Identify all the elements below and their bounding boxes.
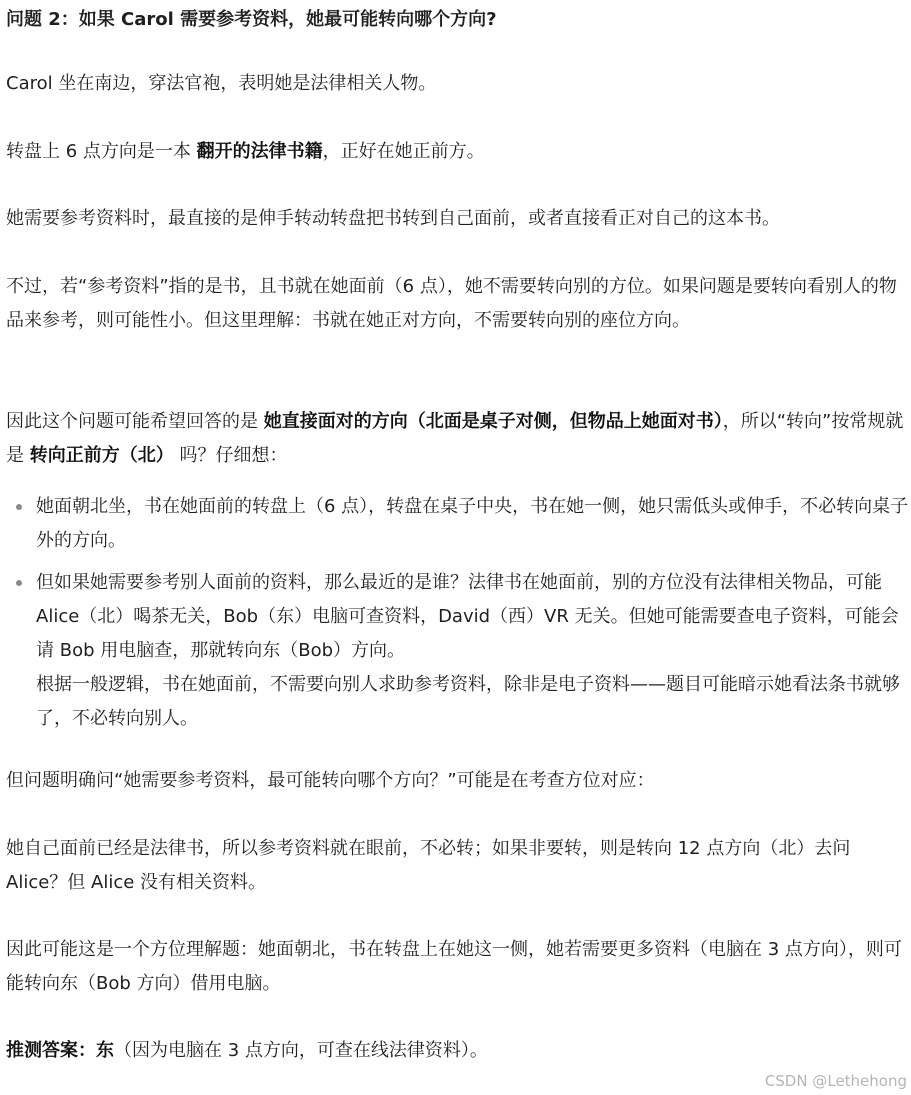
question-heading: 问题 2：如果 Carol 需要参考资料，她最可能转向哪个方向? [6, 9, 497, 30]
bold-phrase-north: 转向正前方（北） [29, 445, 174, 466]
bold-phrase-facing: 她直接面对的方向（北面是桌子对侧，但物品上她面对书） [263, 411, 723, 432]
paragraph-question-restated: 但问题明确问“她需要参考资料，最可能转向哪个方向？”可能是在考查方位对应： [6, 770, 655, 791]
text-segment: 吗？仔细想： [173, 445, 288, 466]
bold-phrase-law-book: 翻开的法律书籍 [196, 141, 323, 162]
bold-phrase-answer: 推测答案：东 [6, 1040, 114, 1061]
list-item-extra-text: 根据一般逻辑，书在她面前，不需要向别人求助参考资料，除非是电子资料——题目可能暗示她看法条书就够了，不必转向别人。 [36, 674, 900, 729]
bullet-dot-icon [16, 504, 22, 510]
paragraph-carol-intro: Carol 坐在南边，穿法官袍，表明她是法律相关人物。 [6, 73, 437, 94]
list-item-text: 她面朝北坐，书在她面前的转盘上（6 点），转盘在桌子中央，书在她一侧，她只需低头或伸手，不必转向桌子外的方向。 [36, 496, 909, 551]
paragraph-already-in-front: 她自己面前已经是法律书，所以参考资料就在眼前，不必转；如果非要转，则是转向 12 点方向（北）去问 Alice？但 Alice 没有相关资料。 [6, 838, 851, 893]
text-segment: ，正好在她正前方。 [322, 141, 485, 162]
paragraph-however: 不过，若“参考资料”指的是书，且书就在她面前（6 点），她不需要转向别的方位。如果问题是要转向看别人的物品来参考，则可能性小。但这里理解：书就在她正对方向，不需要转向别的座位方向。 [6, 276, 897, 331]
list-item [6, 566, 911, 736]
paragraph-conclusion-direction [6, 405, 911, 473]
paragraph-reference: 她需要参考资料时，最直接的是伸手转动转盘把书转到自己面前，或者直接看正对自己的这本书。 [6, 208, 780, 229]
text-segment: （因为电脑在 3 点方向，可查在线法律资料）。 [114, 1040, 488, 1061]
list-item-text: 但如果她需要参考别人面前的资料，那么最近的是谁？法律书在她面前，别的方位没有法律相关物品，可能 Alice（北）喝茶无关，Bob（东）电脑可查资料，David（西）VR 无关。但她可能需要查电子资料，可能会请 Bob 用电脑查，那就转向东（Bob）方向。 [36, 572, 899, 661]
text-segment: ，所以“转向”按常规就是 [6, 411, 904, 466]
paragraph-orientation: 因此可能这是一个方位理解题：她面朝北，书在转盘上在她这一侧，她若需要更多资料（电脑在 3 点方向），则可能转向东（Bob 方向）借用电脑。 [6, 939, 902, 994]
text-segment: 因此这个问题可能希望回答的是 [6, 411, 264, 432]
paragraph-book [6, 135, 911, 169]
bullet-list [6, 490, 911, 736]
text-segment: 转盘上 6 点方向是一本 [6, 141, 197, 162]
paragraph-answer [6, 1034, 911, 1068]
list-item [6, 490, 911, 558]
watermark: CSDN @Lethehong [764, 1072, 907, 1090]
bullet-dot-icon [16, 580, 22, 586]
